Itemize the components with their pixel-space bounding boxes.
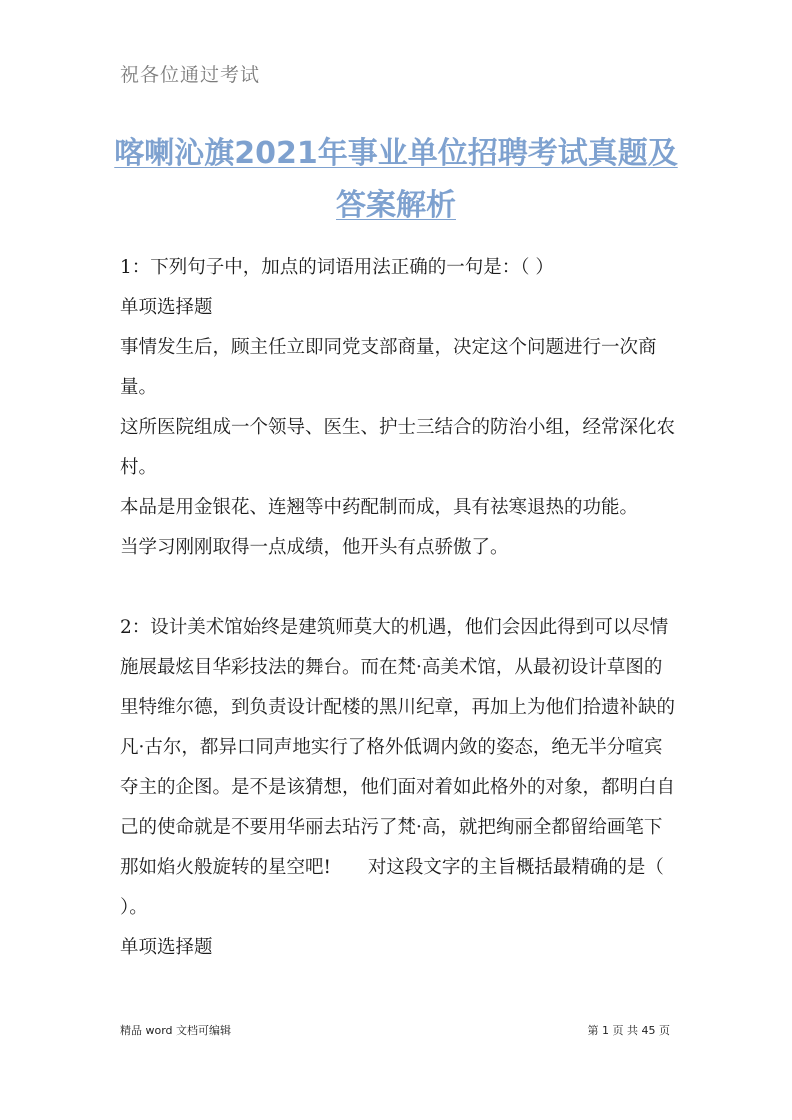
question-1-type: 单项选择题 [120, 297, 213, 318]
question-1-option-d: 当学习刚刚取得一点成绩，他开头有点骄傲了。 [120, 537, 509, 558]
question-1-option-a: 事情发生后，顾主任立即同党支部商量，决定这个问题进行一次商量。 [120, 337, 657, 398]
footer-left: 精品 word 文档可编辑 [120, 1024, 232, 1037]
header-note: 祝各位通过考试 [120, 64, 261, 86]
question-1-option-c: 本品是用金银花、连翘等中药配制而成，具有祛寒退热的功能。 [120, 497, 639, 518]
question-1-option-b: 这所医院组成一个领导、医生、护士三结合的防治小组，经常深化农村。 [120, 417, 676, 478]
footer-page-number: 第 1 页 共 45 页 [587, 1024, 670, 1037]
question-1-stem: 1：下列句子中，加点的词语用法正确的一句是：（ ） [120, 257, 554, 278]
paragraph-gap [120, 568, 680, 608]
question-2-type: 单项选择题 [120, 937, 213, 958]
question-2-stem: 2：设计美术馆始终是建筑师莫大的机遇，他们会因此得到可以尽情施展最炫目华彩技法的舞台。而在梵·高美术馆，从最初设计草图的里特维尔德，到负责设计配楼的黑川纪章，再加上为他们拾遗补缺的凡·古尔，都异口同声地实行了格外低调内敛的姿态，绝无半分喧宾夺主的企图。是不是该猜想，他们面对着如此格外的对象，都明白自己的使命就是不要用华丽去玷污了梵·高，就把绚丽全都留给画笔下那如焰火般旋转的星空吧! 对这段文字的主旨概括最精确的是（ ）。 [120, 617, 676, 918]
document-title: 喀喇沁旗2021年事业单位招聘考试真题及答案解析 [114, 136, 678, 223]
document-body [120, 248, 680, 968]
